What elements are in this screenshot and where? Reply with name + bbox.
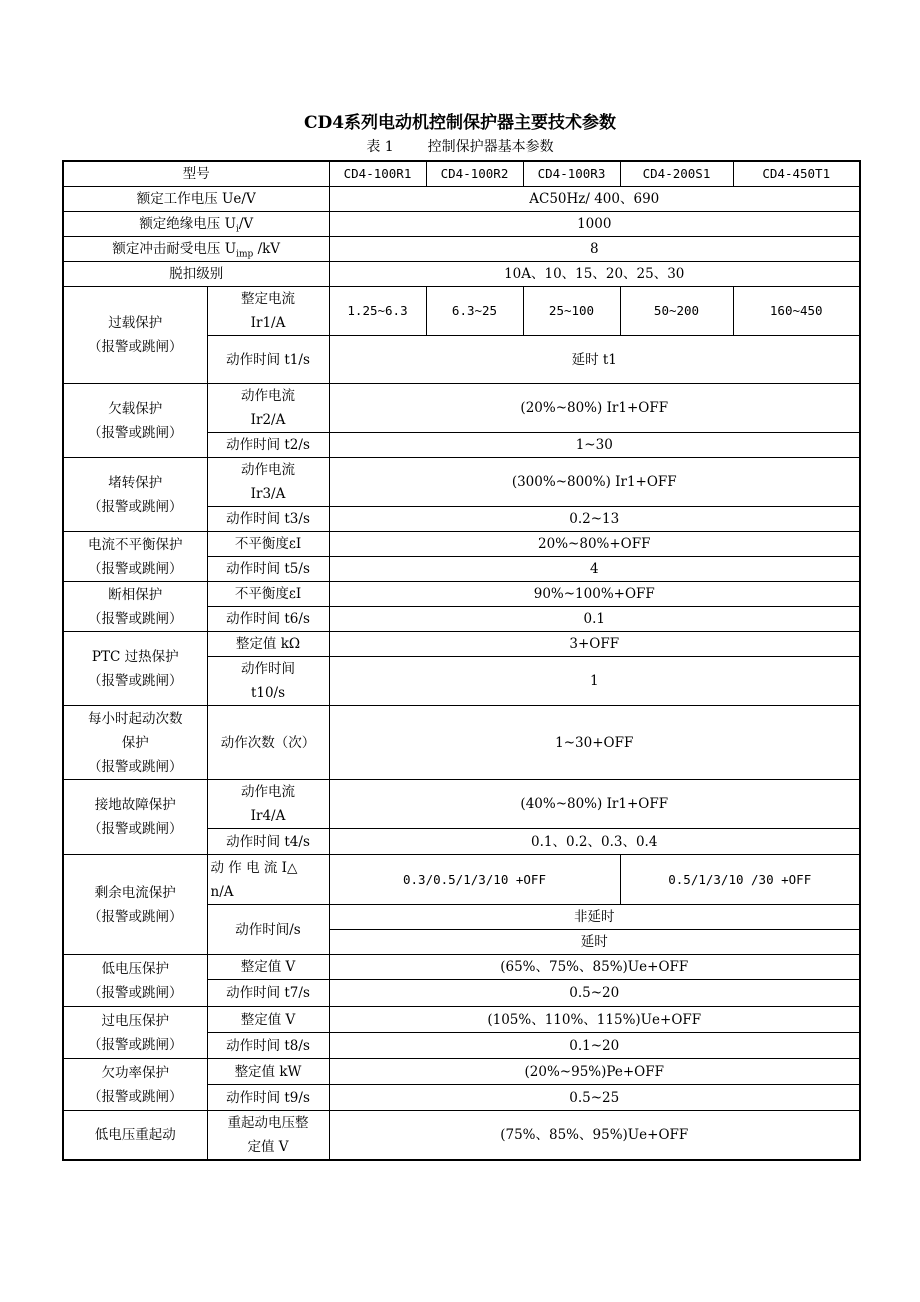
phase-loss-time-label: 动作时间 t6/s [207, 607, 329, 632]
overload-current-value: 160~450 [733, 287, 860, 336]
unbalance-time-value: 4 [329, 557, 860, 582]
table-row [63, 458, 860, 507]
model-cell: CD4-100R3 [523, 161, 620, 187]
table-row [63, 855, 860, 905]
overload-label: 过载保护 （报警或跳闸） [63, 287, 207, 384]
insulation-voltage-label: 额定绝缘电压 $U_i/V$ [63, 212, 329, 237]
impulse-voltage-value: 8 [329, 237, 860, 262]
ground-time-value: 0.1、0.2、0.3、0.4 [329, 829, 860, 855]
undervoltage-param-value: (65%、75%、85%)Ue+OFF [329, 955, 860, 980]
underload-current-value: (20%~80%) Ir1+OFF [329, 384, 860, 433]
table-row [63, 955, 860, 980]
model-cell: CD4-200S1 [620, 161, 733, 187]
underload-label: 欠载保护 （报警或跳闸） [63, 384, 207, 458]
rated-voltage-label: 额定工作电压 Ue/V [63, 187, 329, 212]
unbalance-time-label: 动作时间 t5/s [207, 557, 329, 582]
ptc-label: PTC 过热保护 （报警或跳闸） [63, 632, 207, 706]
table-row [63, 262, 860, 287]
table-row [63, 532, 860, 557]
stall-current-label: 动作电流 Ir3/A [207, 458, 329, 507]
phase-loss-param-label: 不平衡度εI [207, 582, 329, 607]
ground-label: 接地故障保护 （报警或跳闸） [63, 780, 207, 855]
model-cell: CD4-100R1 [329, 161, 426, 187]
ground-time-label: 动作时间 t4/s [207, 829, 329, 855]
ptc-param-label: 整定值 kΩ [207, 632, 329, 657]
phase-loss-param-value: 90%~100%+OFF [329, 582, 860, 607]
restart-label: 低电压重起动 [63, 1111, 207, 1161]
residual-time-value-instant: 非延时 [329, 905, 860, 930]
page-title: CD4系列电动机控制保护器主要技术参数 [303, 113, 617, 133]
caption-text: 控制保护器基本参数 [427, 139, 554, 155]
caption-label: 表 1 [366, 139, 394, 155]
table-row [63, 1111, 860, 1161]
spec-table [62, 160, 861, 1161]
trip-class-label: 脱扣级别 [63, 262, 329, 287]
trip-class-value: 10A、10、15、20、25、30 [329, 262, 860, 287]
undervoltage-time-value: 0.5~20 [329, 980, 860, 1007]
underpower-param-label: 整定值 kW [207, 1059, 329, 1085]
table-row [63, 212, 860, 237]
table-caption [0, 137, 920, 157]
table-row [63, 1007, 860, 1033]
ground-current-label: 动作电流 Ir4/A [207, 780, 329, 829]
table-row [63, 632, 860, 657]
overload-current-label: 整定电流 Ir1/A [207, 287, 329, 336]
starts-label: 每小时起动次数 保护 （报警或跳闸） [63, 706, 207, 780]
table-row [63, 161, 860, 187]
underpower-time-label: 动作时间 t9/s [207, 1085, 329, 1111]
ground-current-value: (40%~80%) Ir1+OFF [329, 780, 860, 829]
starts-param-value: 1~30+OFF [329, 706, 860, 780]
starts-param-label: 动作次数（次） [207, 706, 329, 780]
table-row [63, 582, 860, 607]
overvoltage-param-label: 整定值 V [207, 1007, 329, 1033]
model-cell: CD4-450T1 [733, 161, 860, 187]
restart-param-label: 重起动电压整 定值 V [207, 1111, 329, 1161]
model-cell: CD4-100R2 [426, 161, 523, 187]
overvoltage-time-label: 动作时间 t8/s [207, 1033, 329, 1059]
underload-time-label: 动作时间 t2/s [207, 433, 329, 458]
residual-current-value-b: 0.5/1/3/10 /30 +OFF [620, 855, 860, 905]
restart-param-value: (75%、85%、95%)Ue+OFF [329, 1111, 860, 1161]
overvoltage-label: 过电压保护 （报警或跳闸） [63, 1007, 207, 1059]
overvoltage-time-value: 0.1~20 [329, 1033, 860, 1059]
undervoltage-time-label: 动作时间 t7/s [207, 980, 329, 1007]
residual-current-label: 动 作 电 流 I△ n/A [207, 855, 329, 905]
table-row [63, 780, 860, 829]
stall-label: 堵转保护 （报警或跳闸） [63, 458, 207, 532]
ptc-time-value: 1 [329, 657, 860, 706]
overload-time-value: 延时 t1 [329, 336, 860, 384]
overload-current-value: 6.3~25 [426, 287, 523, 336]
underpower-time-value: 0.5~25 [329, 1085, 860, 1111]
undervoltage-label: 低电压保护 （报警或跳闸） [63, 955, 207, 1007]
table-row [63, 287, 860, 336]
table-row [63, 706, 860, 780]
stall-current-value: (300%~800%) Ir1+OFF [329, 458, 860, 507]
ptc-param-value: 3+OFF [329, 632, 860, 657]
rated-voltage-value: AC50Hz/ 400、690 [329, 187, 860, 212]
residual-current-value-a: 0.3/0.5/1/3/10 +OFF [329, 855, 620, 905]
phase-loss-label: 断相保护 （报警或跳闸） [63, 582, 207, 632]
overload-time-label: 动作时间 t1/s [207, 336, 329, 384]
residual-time-value-delay: 延时 [329, 930, 860, 955]
overload-current-value: 1.25~6.3 [329, 287, 426, 336]
table-row [63, 384, 860, 433]
undervoltage-param-label: 整定值 V [207, 955, 329, 980]
insulation-voltage-value: 1000 [329, 212, 860, 237]
table-row [63, 187, 860, 212]
underpower-label: 欠功率保护 （报警或跳闸） [63, 1059, 207, 1111]
table-row [63, 1059, 860, 1085]
impulse-voltage-label: 额定冲击耐受电压 $U_{imp}$ /kV [63, 237, 329, 262]
underload-current-label: 动作电流 Ir2/A [207, 384, 329, 433]
stall-time-label: 动作时间 t3/s [207, 507, 329, 532]
underload-time-value: 1~30 [329, 433, 860, 458]
model-header: 型号 [63, 161, 329, 187]
underpower-param-value: (20%~95%)Pe+OFF [329, 1059, 860, 1085]
ptc-time-label: 动作时间 t10/s [207, 657, 329, 706]
overvoltage-param-value: (105%、110%、115%)Ue+OFF [329, 1007, 860, 1033]
stall-time-value: 0.2~13 [329, 507, 860, 532]
residual-label: 剩余电流保护 （报警或跳闸） [63, 855, 207, 955]
overload-current-value: 25~100 [523, 287, 620, 336]
unbalance-param-value: 20%~80%+OFF [329, 532, 860, 557]
table-row [63, 237, 860, 262]
overload-current-value: 50~200 [620, 287, 733, 336]
phase-loss-time-value: 0.1 [329, 607, 860, 632]
unbalance-param-label: 不平衡度εI [207, 532, 329, 557]
residual-time-label: 动作时间/s [207, 905, 329, 955]
unbalance-label: 电流不平衡保护 （报警或跳闸） [63, 532, 207, 582]
